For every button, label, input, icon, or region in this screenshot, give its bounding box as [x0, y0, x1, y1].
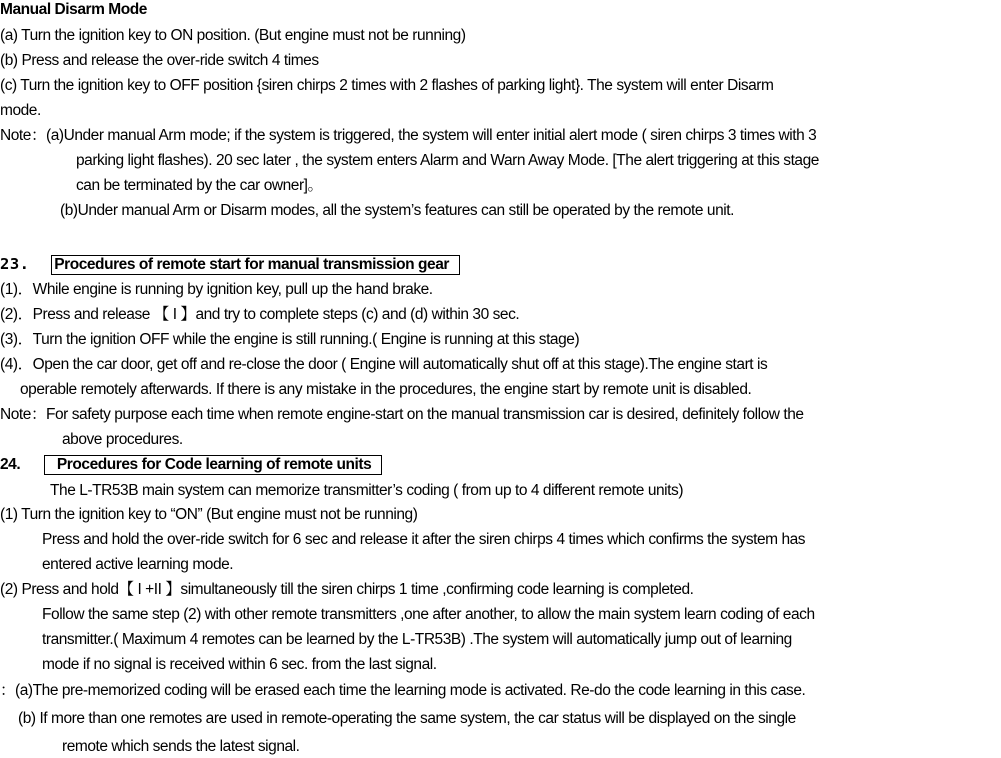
- s23-step-4: (4)．Open the car door, get off and re-close the door ( Engine will automatically shut off at this stage).The engine start is: [0, 356, 768, 373]
- s23-note: Note：For safety purpose each time when remote engine-start on the manual transmission car is desired, definitely follow the: [0, 406, 804, 423]
- disarm-step-c-cont: mode.: [0, 102, 41, 119]
- disarm-step-a: (a) Turn the ignition key to ON position. (But engine must not be running): [0, 27, 466, 44]
- section-23-title: Procedures of remote start for manual transmission gear: [51, 255, 460, 275]
- s24-note-b: (b) If more than one remotes are used in remote-operating the same system, the car status will be displayed on the single: [18, 710, 796, 727]
- s24-note-b-cont: remote which sends the latest signal.: [62, 738, 300, 755]
- s24-note-a: ：(a)The pre-memorized coding will be erased each time the learning mode is activated. Re-do the code learning in this case.: [0, 682, 806, 699]
- s24-line-3: entered active learning mode.: [42, 556, 234, 573]
- s23-step-1: (1)．While engine is running by ignition key, pull up the hand brake.: [0, 281, 433, 298]
- s24-line-6: transmitter.( Maximum 4 remotes can be learned by the L-TR53B) .The system will automatically jump out of learning: [42, 631, 792, 648]
- disarm-step-c: (c) Turn the ignition key to OFF position {siren chirps 2 times with 2 flashes of parking light}. The system will enter Disarm: [0, 77, 774, 94]
- disarm-note-a: Note：(a)Under manual Arm mode; if the system is triggered, the system will enter initial alert mode ( siren chirps 3 times with 3: [0, 127, 817, 144]
- s24-line-4: (2) Press and hold【 I +II 】simultaneously till the siren chirps 1 time ,confirming code learning is completed.: [0, 581, 694, 598]
- s24-intro: The L-TR53B main system can memorize transmitter’s coding ( from up to 4 different remote units): [50, 482, 684, 499]
- section-24-number: 24.: [0, 456, 21, 473]
- s24-line-1: (1) Turn the ignition key to “ON” (But engine must not be running): [0, 506, 418, 523]
- s23-step-3: (3)．Turn the ignition OFF while the engine is still running.( Engine is running at this stage): [0, 331, 580, 348]
- section-24-header: [0, 455, 382, 475]
- s24-line-5: Follow the same step (2) with other remote transmitters ,one after another, to allow the main system learn coding of each: [42, 606, 815, 623]
- s23-step-2: (2)．Press and release 【 I 】and try to complete steps (c) and (d) within 30 sec.: [0, 306, 520, 323]
- s23-note-cont: above procedures.: [62, 431, 183, 448]
- disarm-note-a-cont2: can be terminated by the car owner]。: [76, 177, 323, 194]
- section-24-title: Procedures for Code learning of remote units: [44, 455, 382, 475]
- disarm-note-b: (b)Under manual Arm or Disarm modes, all the system’s features can still be operated by the remote unit.: [60, 202, 734, 219]
- s24-line-2: Press and hold the over-ride switch for 6 sec and release it after the siren chirps 4 times which confirms the system has: [42, 531, 806, 548]
- disarm-step-b: (b) Press and release the over-ride switch 4 times: [0, 52, 319, 69]
- section-23-number: 23.: [0, 255, 30, 273]
- manual-disarm-heading: Manual Disarm Mode: [0, 1, 147, 18]
- s23-step-4-cont: operable remotely afterwards. If there is any mistake in the procedures, the engine start by remote unit is disabled.: [20, 381, 752, 398]
- disarm-note-a-cont1: parking light flashes). 20 sec later , the system enters Alarm and Warn Away Mode. [The alert triggering at this stage: [76, 152, 819, 169]
- section-23-header: [0, 254, 460, 274]
- s24-line-7: mode if no signal is received within 6 sec. from the last signal.: [42, 656, 437, 673]
